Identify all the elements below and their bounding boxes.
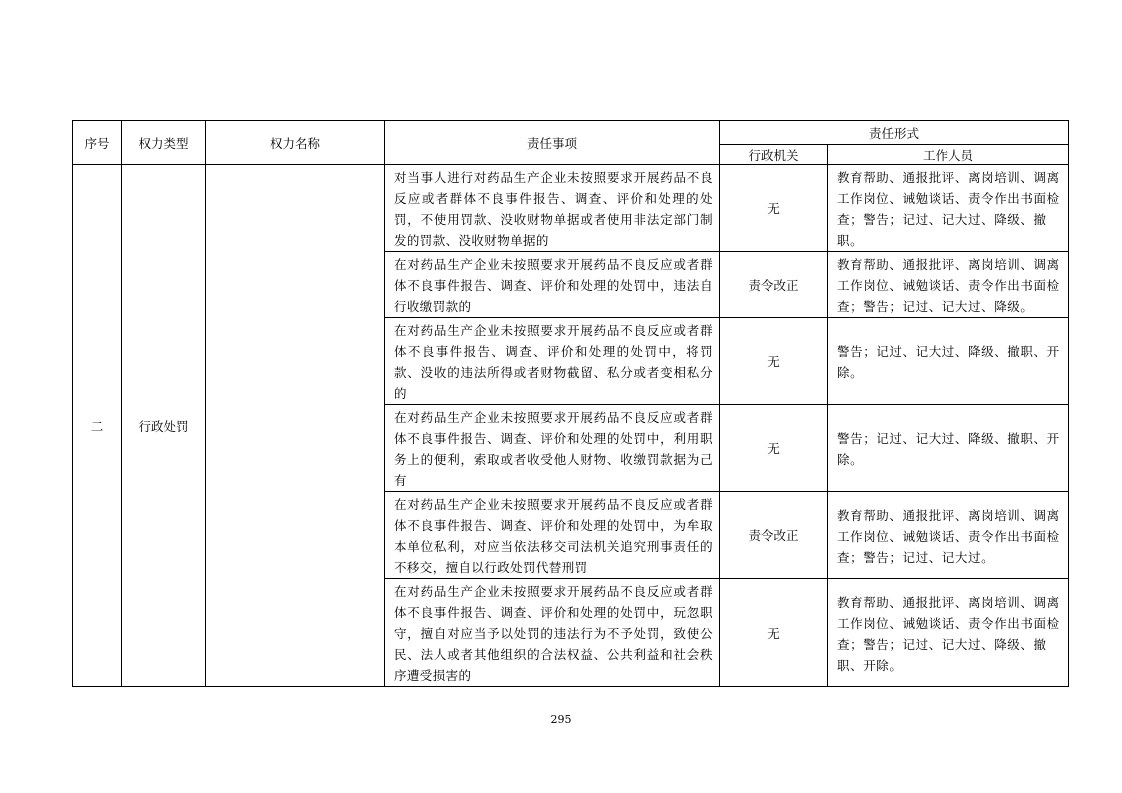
group-power-name — [206, 165, 385, 687]
admin-agency-cell: 责令改正 — [720, 492, 828, 579]
responsibility-matter-cell: 在对药品生产企业未按照要求开展药品不良反应或者群体不良事件报告、调查、评价和处理的处罚中，将罚款、没收的违法所得或者财物截留、私分或者变相私分的 — [385, 318, 720, 405]
table-row — [73, 165, 1069, 252]
responsibility-matter-cell: 在对药品生产企业未按照要求开展药品不良反应或者群体不良事件报告、调查、评价和处理的处罚中，玩忽职守，擅自对应当予以处罚的违法行为不予处罚，致使公民、法人或者其他组织的合法权益、公共利益和社会秩序遭受损害的 — [385, 579, 720, 687]
header-responsibility-form: 责任形式 — [720, 121, 1069, 145]
responsibility-matter-cell: 在对药品生产企业未按照要求开展药品不良反应或者群体不良事件报告、调查、评价和处理的处罚中，违法自行收缴罚款的 — [385, 252, 720, 318]
responsibility-table — [72, 120, 1069, 687]
header-power-type: 权力类型 — [122, 121, 206, 165]
header-row-1 — [73, 121, 1069, 145]
header-power-name: 权力名称 — [206, 121, 385, 165]
staff-cell: 教育帮助、通报批评、离岗培训、调离工作岗位、诫勉谈话、责令作出书面检查；警告；记过、记大过、降级、撤职。 — [828, 165, 1069, 252]
responsibility-matter-cell: 在对药品生产企业未按照要求开展药品不良反应或者群体不良事件报告、调查、评价和处理的处罚中，利用职务上的便利，索取或者收受他人财物、收缴罚款据为己有 — [385, 405, 720, 492]
staff-cell: 教育帮助、通报批评、离岗培训、调离工作岗位、诫勉谈话、责令作出书面检查；警告；记过、记大过。 — [828, 492, 1069, 579]
staff-cell: 教育帮助、通报批评、离岗培训、调离工作岗位、诫勉谈话、责令作出书面检查；警告；记过、记大过、降级、撤职、开除。 — [828, 579, 1069, 687]
header-responsibility-matter: 责任事项 — [385, 121, 720, 165]
staff-cell: 教育帮助、通报批评、离岗培训、调离工作岗位、诫勉谈话、责令作出书面检查；警告；记过、记大过、降级。 — [828, 252, 1069, 318]
responsibility-matter-cell: 对当事人进行对药品生产企业未按照要求开展药品不良反应或者群体不良事件报告、调查、评价和处理的处罚，不使用罚款、没收财物单据或者使用非法定部门制发的罚款、没收财物单据的 — [385, 165, 720, 252]
group-power-type: 行政处罚 — [122, 165, 206, 687]
responsibility-matter-cell: 在对药品生产企业未按照要求开展药品不良反应或者群体不良事件报告、调查、评价和处理的处罚中，为牟取本单位私利，对应当依法移交司法机关追究刑事责任的不移交，擅自以行政处罚代替刑罚 — [385, 492, 720, 579]
admin-agency-cell: 无 — [720, 579, 828, 687]
header-admin-agency: 行政机关 — [720, 145, 828, 165]
group-seq: 二 — [73, 165, 122, 687]
admin-agency-cell: 无 — [720, 165, 828, 252]
header-seq: 序号 — [73, 121, 122, 165]
staff-cell: 警告；记过、记大过、降级、撤职、开除。 — [828, 405, 1069, 492]
header-staff: 工作人员 — [828, 145, 1069, 165]
staff-cell: 警告；记过、记大过、降级、撤职、开除。 — [828, 318, 1069, 405]
admin-agency-cell: 无 — [720, 318, 828, 405]
admin-agency-cell: 无 — [720, 405, 828, 492]
admin-agency-cell: 责令改正 — [720, 252, 828, 318]
page-number: 295 — [550, 713, 572, 726]
